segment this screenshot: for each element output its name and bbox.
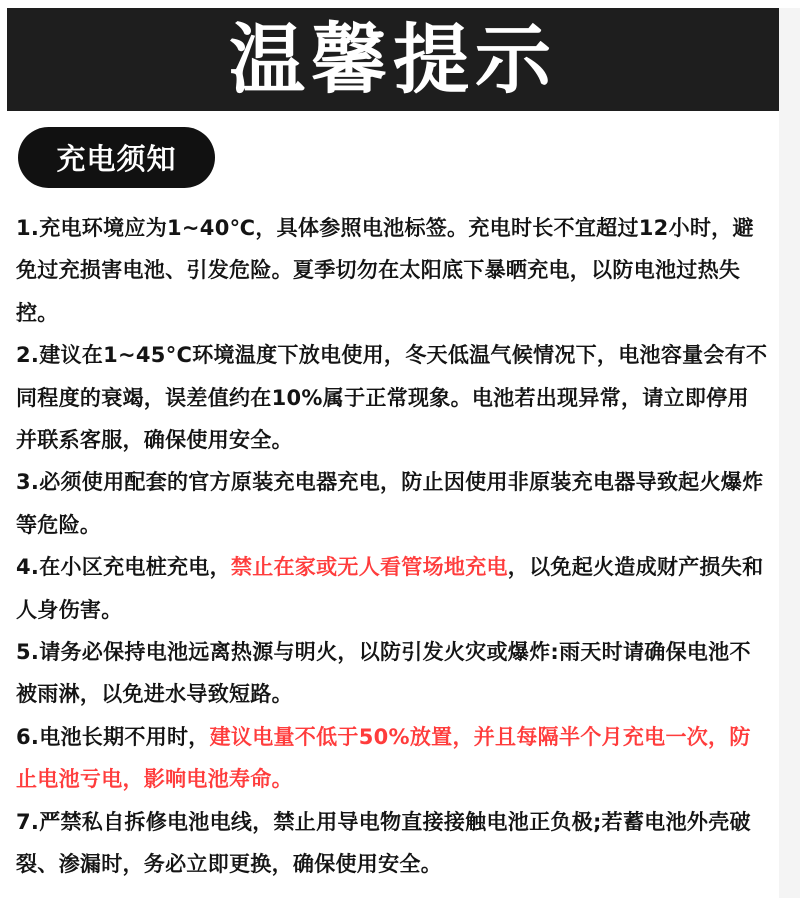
notice-item-5: 5.请务必保持电池远离热源与明火，以防引发火灾或爆炸:雨天时请确保电池不被雨淋，以免进水导致短路。 (16, 640, 751, 707)
notice-item-1: 1.充电环境应为1~40℃，具体参照电池标签。充电时长不宜超过12小时，避免过充损害电池、引发危险。夏季切勿在太阳底下暴晒充电，以防电池过热失控。 (16, 216, 754, 325)
section-label: 充电须知 (56, 142, 177, 176)
notice-item-6-warning: 建议电量不低于50%放置，并且每隔半个月充电一次，防止电池亏电，影响电池寿命。 (16, 724, 751, 792)
notice-item-7: 7.严禁私自拆修电池电线，禁止用导电物直接接触电池正负极;若蓄电池外壳破裂、渗漏时，务必立即更换，确保使用安全。 (16, 809, 751, 877)
notice-item-4-text: 4.在小区充电桩充电， (16, 555, 231, 580)
notice-item-3: 3.必须使用配套的官方原装充电器充电，防止因使用非原装充电器导致起火爆炸等危险。 (16, 470, 764, 537)
header-banner (7, 8, 779, 111)
section-badge (18, 127, 215, 188)
page-edge (779, 8, 800, 898)
notice-item-6 (16, 716, 768, 801)
page-title: 温馨提示 (229, 14, 557, 104)
notice-item-6-text: 6.电池长期不用时， (16, 724, 210, 749)
notice-item-4-text-end: ，以免起火造成财产损失和人身伤害。 (16, 555, 764, 622)
notice-item-4-warning: 禁止在家或无人看管场地充电 (230, 555, 508, 580)
notice-item-2: 2.建议在1~45°C环境温度下放电使用，冬天低温气候情况下，电池容量会有不同程度的衰竭，误差值约在10%属于正常现象。电池若出现异常，请立即停用并联系客服，确保使用安全。 (16, 343, 768, 453)
notice-list (16, 207, 768, 886)
notice-item-4 (16, 546, 768, 631)
